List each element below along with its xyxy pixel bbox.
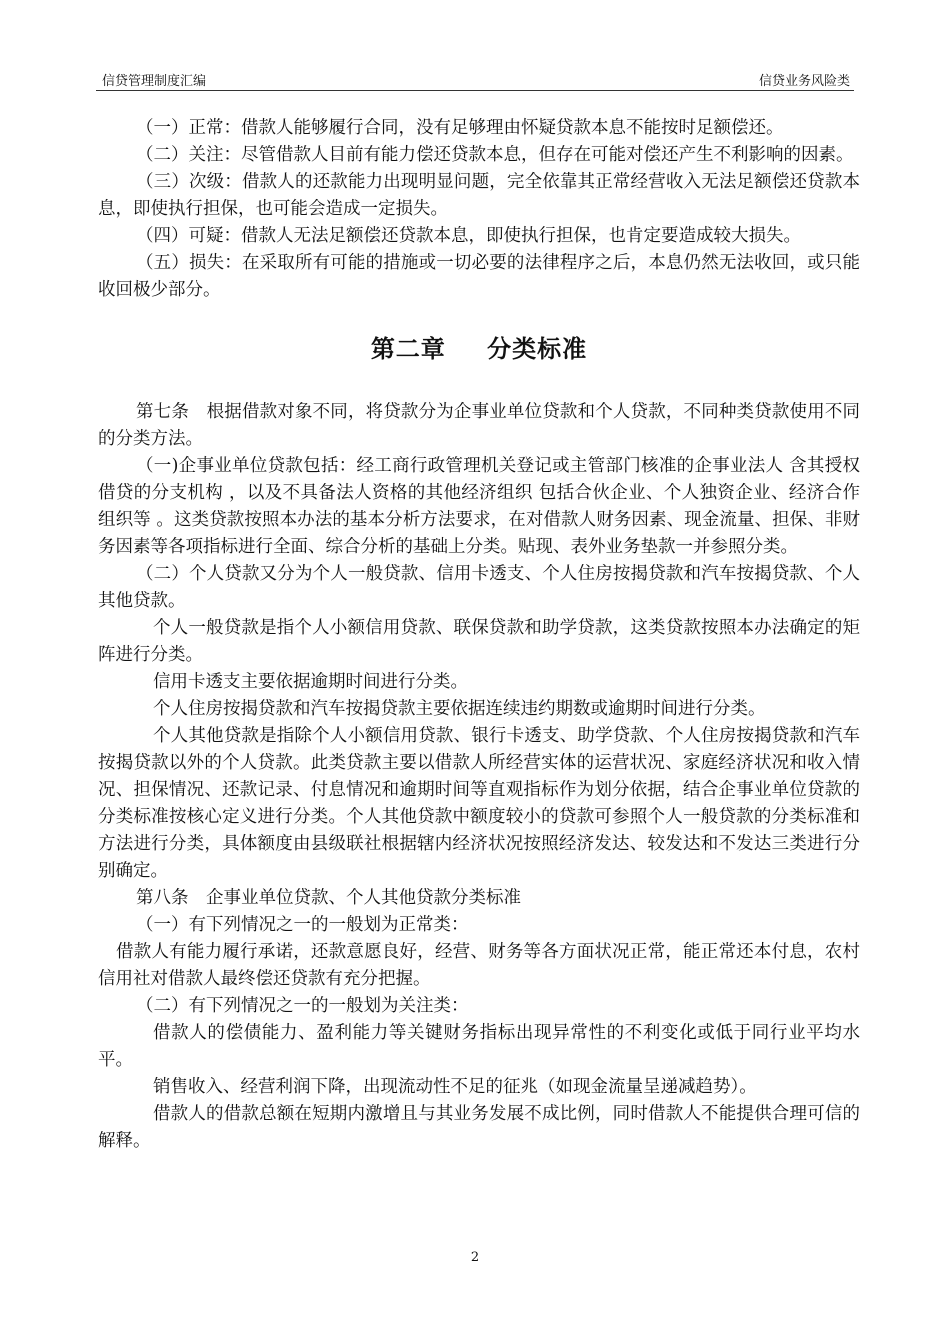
- paragraph-normal: （一）正常：借款人能够履行合同，没有足够理由怀疑贷款本息不能按时足额偿还。: [136, 118, 784, 138]
- paragraph-mortgage: 个人住房按揭贷款和汽车按揭贷款主要依据连续违约期数或逾期时间进行分类。: [153, 699, 766, 719]
- paragraph-personal-other: 个人其他贷款是指除个人小额信用贷款、银行卡透支、助学贷款、个人住房按揭贷款和汽车按揭贷款以外的个人贷款。此类贷款主要以借款人所经营实体的运营状况、家庭经济状况和收入情况、担保情况、还款记录、付息情况和逾期时间等直观指标作为划分依据，结合企事业单位贷款的分类标准按核心定义进行分类。个人其他贷款中额度较小的贷款可参照个人一般贷款的分类标准和方法进行分类，具体额度由县级联社根据辖内经济状况按照经济发达、较发达和不发达三类进行分别确定。: [98, 726, 860, 881]
- page-header: [96, 66, 854, 91]
- chapter-title: [98, 336, 860, 363]
- paragraph-loss: （五）损失：在采取所有可能的措施或一切必要的法律程序之后，本息仍然无法收回，或只能收回极少部分。: [98, 253, 860, 300]
- header-right-title: 信贷业务风险类: [758, 74, 850, 89]
- paragraph-doubtful: （四）可疑：借款人无法足额偿还贷款本息，即使执行担保，也肯定要造成较大损失。: [136, 226, 801, 246]
- article-7: 第七条 根据借款对象不同，将贷款分为企事业单位贷款和个人贷款，不同种类贷款使用不同的分类方法。: [98, 402, 860, 449]
- paragraph-normal-heading: （一）有下列情况之一的一般划为正常类：: [136, 915, 469, 935]
- paragraph-attention-criteria-3: 借款人的借款总额在短期内激增且与其业务发展不成比例，同时借款人不能提供合理可信的解释。: [98, 1104, 860, 1151]
- header-left-title: 信贷管理制度汇编: [102, 74, 207, 89]
- paragraph-attention-criteria-1: 借款人的偿债能力、盈利能力等关键财务指标出现异常性的不利变化或低于同行业平均水平。: [98, 1023, 860, 1070]
- paragraph-attention: （二）关注：尽管借款人目前有能力偿还贷款本息，但存在可能对偿还产生不利影响的因素。: [136, 145, 854, 165]
- chapter-number: 第二章: [370, 335, 446, 363]
- paragraph-normal-criteria: 借款人有能力履行承诺，还款意愿良好，经营、财务等各方面状况正常，能正常还本付息，农村信用社对借款人最终偿还贷款有充分把握。: [98, 942, 860, 989]
- paragraph-enterprise-loans: （一)企事业单位贷款包括：经工商行政管理机关登记或主管部门核准的企事业法人 含其授权借贷的分支机构 ，以及不具备法人资格的其他经济组织 包括合伙企业、个人独资企业、经济合作组织等 。这类贷款按照本办法的基本分析方法要求，在对借款人财务因素、现金流量、担保、非财务因素等各项指标进行全面、综合分析的基础上分类。贴现、表外业务垫款一并参照分类。: [98, 456, 860, 557]
- page-number: 2: [470, 1250, 480, 1265]
- article-8: 第八条 企事业单位贷款、个人其他贷款分类标准: [136, 888, 521, 908]
- document-body: [98, 115, 860, 1155]
- paragraph-credit-card: 信用卡透支主要依据逾期时间进行分类。: [153, 672, 468, 692]
- paragraph-substandard: （三）次级：借款人的还款能力出现明显问题，完全依靠其正常经营收入无法足额偿还贷款本息，即使执行担保，也可能会造成一定损失。: [98, 172, 860, 219]
- paragraph-attention-heading: （二）有下列情况之一的一般划为关注类：: [136, 996, 469, 1016]
- chapter-name: 分类标准: [487, 335, 588, 363]
- paragraph-personal-general: 个人一般贷款是指个人小额信用贷款、联保贷款和助学贷款，这类贷款按照本办法确定的矩阵进行分类。: [98, 618, 860, 665]
- paragraph-personal-loans: （二）个人贷款又分为个人一般贷款、信用卡透支、个人住房按揭贷款和汽车按揭贷款、个人其他贷款。: [98, 564, 860, 611]
- paragraph-attention-criteria-2: 销售收入、经营利润下降，出现流动性不足的征兆（如现金流量呈递减趋势）。: [153, 1077, 757, 1097]
